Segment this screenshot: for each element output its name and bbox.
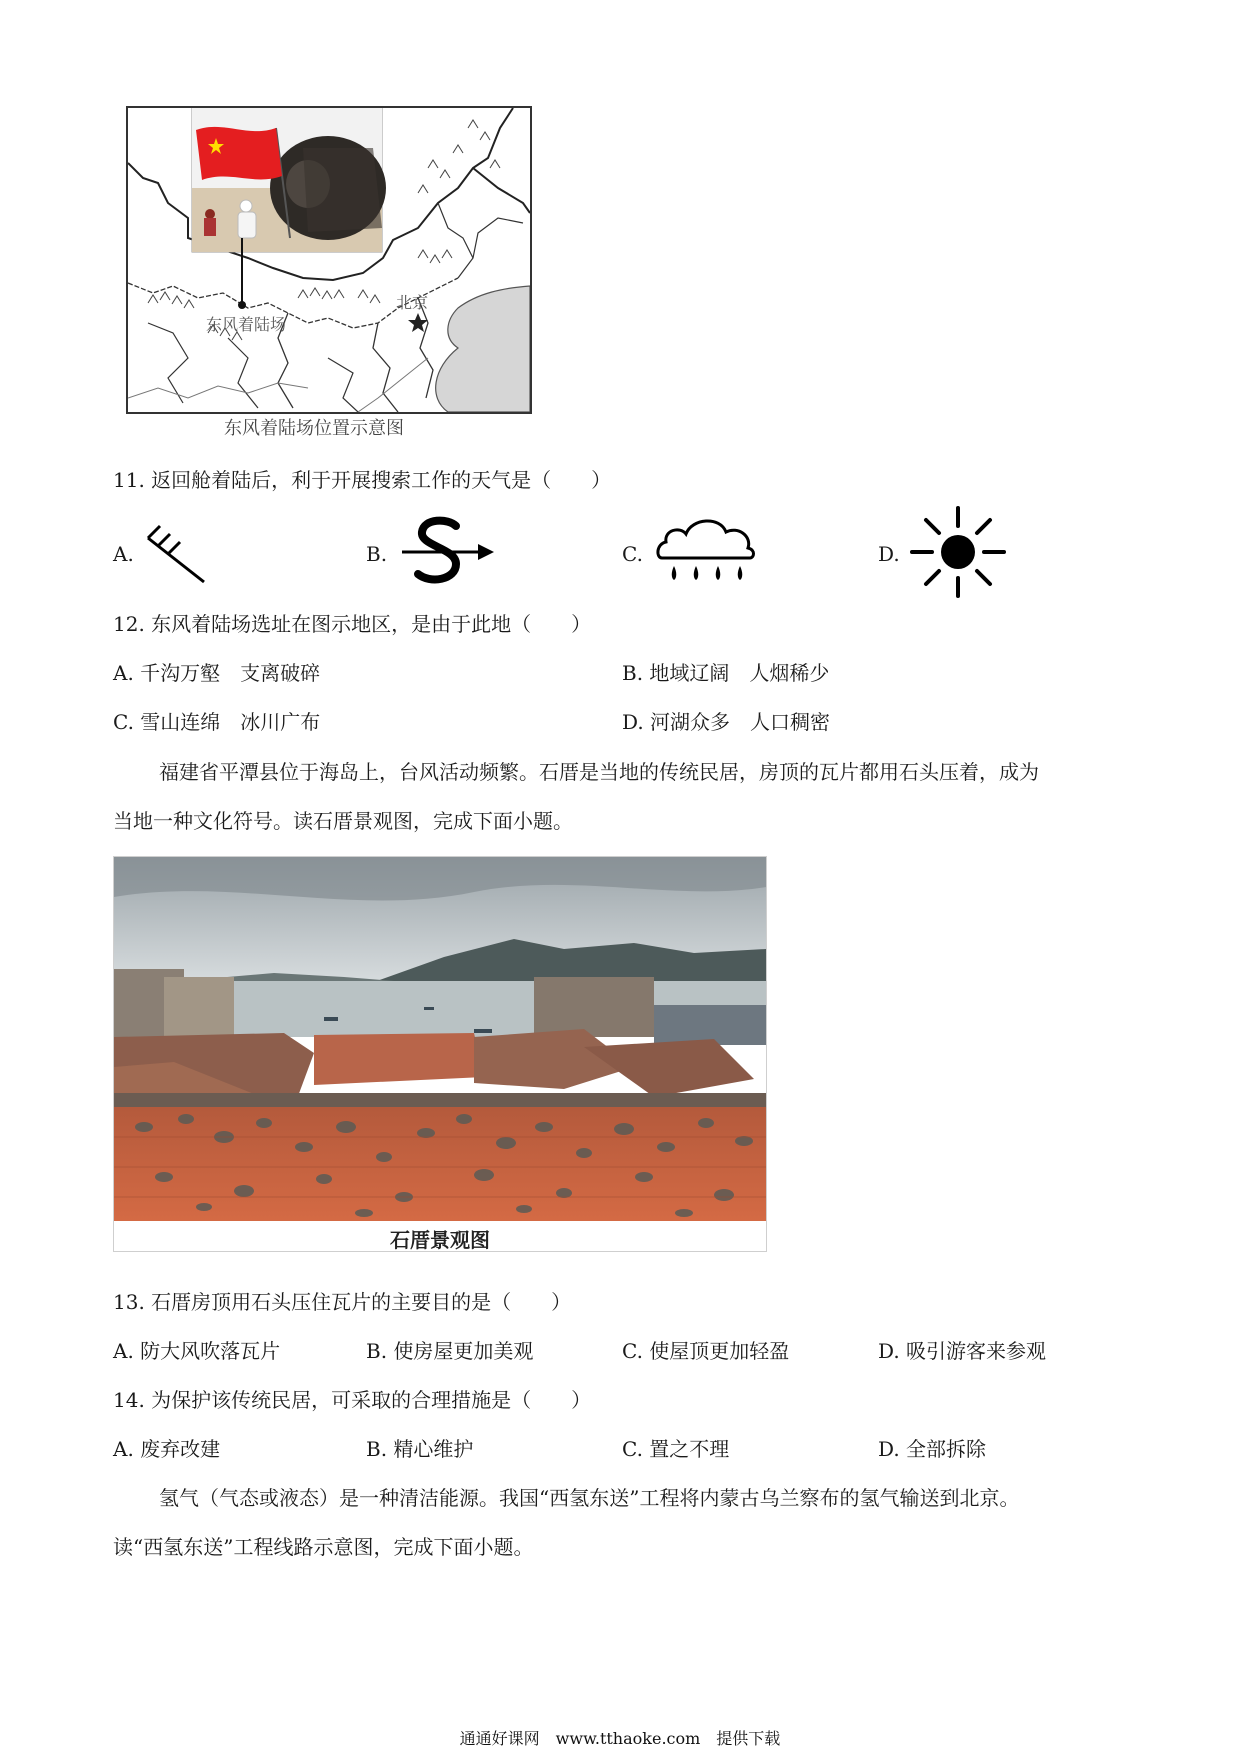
rain-cloud-icon [654,514,758,590]
q14-option-c: C. 置之不理 [622,1437,730,1461]
page-footer: 通通好课网 www.tthaoke.com 提供下载 [459,1729,781,1748]
photo-caption: 石厝景观图 [390,1228,490,1252]
stone-house-illustration [114,857,766,1221]
q11-option-c-letter: C. [622,542,643,566]
q12-option-d: D. 河湖众多 人口稠密 [622,710,831,734]
q13-option-b: B. 使房屋更加美观 [366,1339,534,1363]
passage-2-line-2: 读“西氢东送”工程线路示意图，完成下面小题。 [113,1535,534,1559]
q14-option-a: A. 废弃改建 [113,1437,221,1461]
passage-2-line-1: 氢气（气态或液态）是一种清洁能源。我国“西氢东送”工程将内蒙古乌兰察布的氢气输送到北京。 [159,1486,1020,1510]
beijing-label: 北京 [396,293,429,312]
q12-option-c: C. 雪山连绵 冰川广布 [113,710,321,734]
q12-option-a: A. 千沟万壑 支离破碎 [113,661,321,685]
wind-barb-icon [144,524,210,586]
question-14-stem: 14. 为保护该传统民居，可采取的合理措施是（ ） [113,1388,592,1412]
q13-option-d: D. 吸引游客来参观 [878,1339,1047,1363]
question-11-stem: 11. 返回舱着陆后，利于开展搜索工作的天气是（ ） [113,468,612,492]
sun-icon [910,506,1006,598]
q14-option-d: D. 全部拆除 [878,1437,987,1461]
passage-1-line-1: 福建省平潭县位于海岛上，台风活动频繁。石厝是当地的传统民居，房顶的瓦片都用石头压着，成为 [159,760,1039,784]
map-caption: 东风着陆场位置示意图 [224,418,404,439]
q13-option-c: C. 使屋顶更加轻盈 [622,1339,790,1363]
map-drawing [128,108,530,412]
landing-site-label: 东风着陆场 [206,315,287,334]
passage-1-line-2: 当地一种文化符号。读石厝景观图，完成下面小题。 [113,809,573,833]
sandstorm-icon [400,514,496,590]
question-12-stem: 12. 东风着陆场选址在图示地区，是由于此地（ ） [113,612,592,636]
q14-option-b: B. 精心维护 [366,1437,474,1461]
q12-option-b: B. 地域辽阔 人烟稀少 [622,661,830,685]
landing-site-map [126,106,532,414]
q11-option-b-letter: B. [366,542,388,566]
stone-house-photo [113,856,767,1252]
inset-photo [192,108,386,252]
question-13-stem: 13. 石厝房顶用石头压住瓦片的主要目的是（ ） [113,1290,572,1314]
q13-option-a: A. 防大风吹落瓦片 [113,1339,281,1363]
q11-option-a-letter: A. [113,542,134,566]
q11-option-d-letter: D. [878,542,900,566]
